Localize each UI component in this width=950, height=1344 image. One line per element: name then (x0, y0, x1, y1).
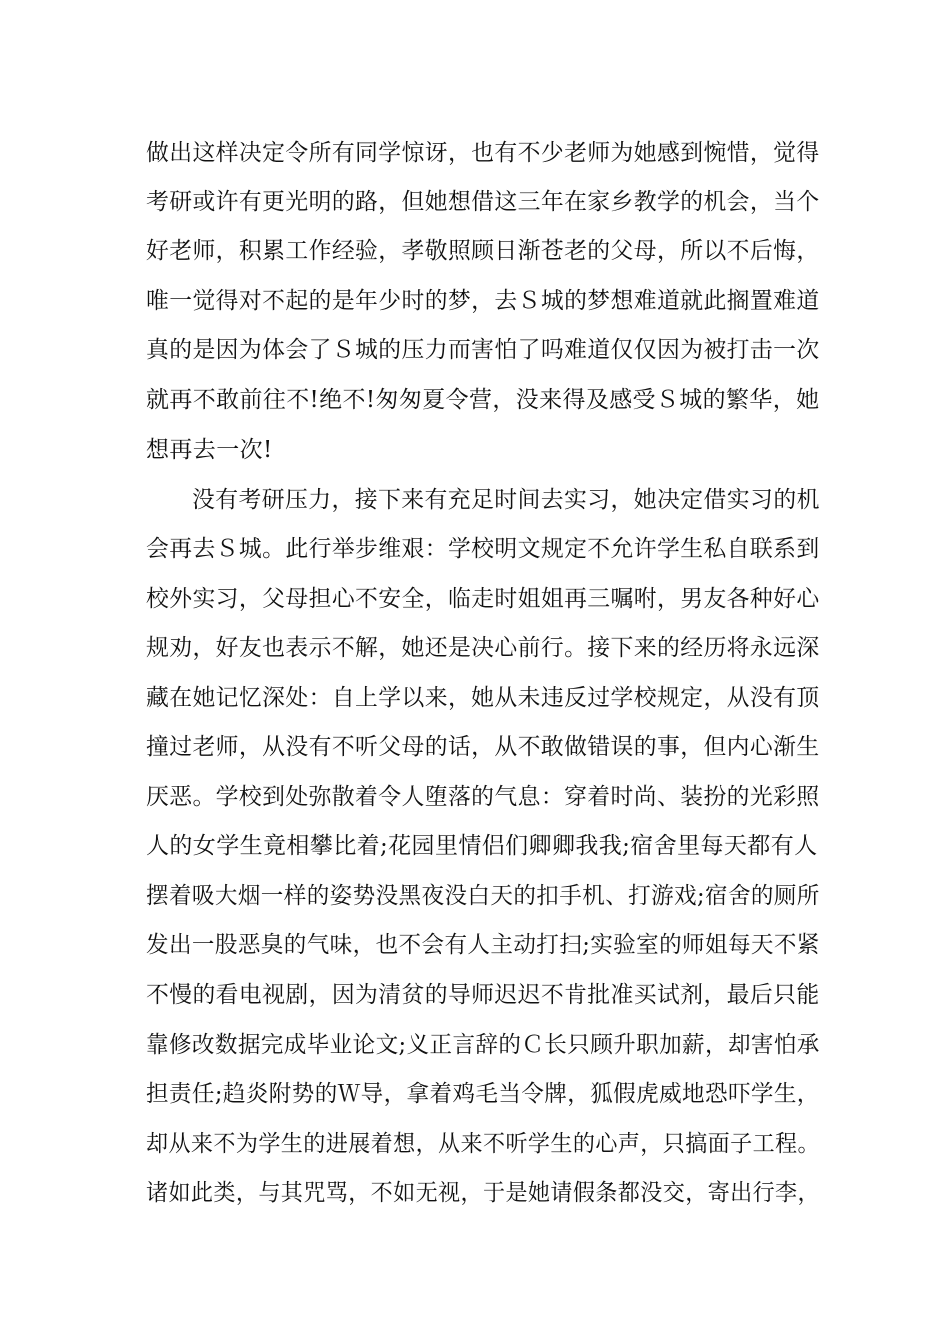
paragraph-2-line-8: 人的女学生竟相攀比着;花园里情侣们卿卿我我;宿舍里每天都有人 (146, 833, 818, 859)
paragraph-1-line-4: 唯一觉得对不起的是年少时的梦，去Ｓ城的梦想难道就此搁置难道 (146, 288, 820, 314)
paragraph-2-line-3: 校外实习，父母担心不安全，临走时姐姐再三嘱咐，男友各种好心 (146, 586, 820, 612)
paragraph-2-line-12: 靠修改数据完成毕业论文;义正言辞的Ｃ长只顾升职加薪，却害怕承 (146, 1032, 820, 1058)
paragraph-1-line-3: 好老师，积累工作经验，孝敬照顾日渐苍老的父母，所以不后悔， (146, 238, 820, 264)
paragraph-2-line-4: 规劝，好友也表示不解，她还是决心前行。接下来的经历将永远深 (146, 635, 820, 661)
paragraph-2-line-15: 诸如此类，与其咒骂，不如无视，于是她请假条都没交，寄出行李， (146, 1180, 820, 1206)
paragraph-2-line-13: 担责任;趋炎附势的Ｗ导，拿着鸡毛当令牌，狐假虎威地恐吓学生， (146, 1081, 820, 1107)
paragraph-2-line-7: 厌恶。学校到处弥散着令人堕落的气息：穿着时尚、装扮的光彩照 (146, 784, 820, 810)
paragraph-2-line-2: 会再去Ｓ城。此行举步维艰：学校明文规定不允许学生私自联系到 (146, 536, 820, 562)
paragraph-2-line-9: 摆着吸大烟一样的姿势没黑夜没白天的扣手机、打游戏;宿舍的厕所 (146, 883, 820, 909)
paragraph-2-line-5: 藏在她记忆深处：自上学以来，她从未违反过学校规定，从没有顶 (146, 685, 820, 711)
paragraph-2-line-11: 不慢的看电视剧，因为清贫的导师迟迟不肯批准买试剂，最后只能 (146, 982, 820, 1008)
paragraph-1-line-7: 想再去一次! (146, 437, 273, 463)
paragraph-1-line-2: 考研或许有更光明的路，但她想借这三年在家乡教学的机会，当个 (146, 189, 820, 215)
paragraph-2-line-6: 撞过老师，从没有不听父母的话，从不敢做错误的事，但内心渐生 (146, 734, 820, 760)
paragraph-2-line-10: 发出一股恶臭的气味，也不会有人主动打扫;实验室的师姐每天不紧 (146, 932, 820, 958)
paragraph-1-line-6: 就再不敢前往不!绝不!匆匆夏令营，没来得及感受Ｓ城的繁华，她 (146, 387, 820, 413)
paragraph-1-line-1: 做出这样决定令所有同学惊讶，也有不少老师为她感到惋惜，觉得 (146, 140, 820, 166)
paragraph-2-line-14: 却从来不为学生的进展着想，从来不听学生的心声，只搞面子工程。 (146, 1131, 820, 1157)
paragraph-1-line-5: 真的是因为体会了Ｓ城的压力而害怕了吗难道仅仅因为被打击一次 (146, 337, 820, 363)
paragraph-2-line-1: 没有考研压力，接下来有充足时间去实习，她决定借实习的机 (192, 487, 820, 513)
